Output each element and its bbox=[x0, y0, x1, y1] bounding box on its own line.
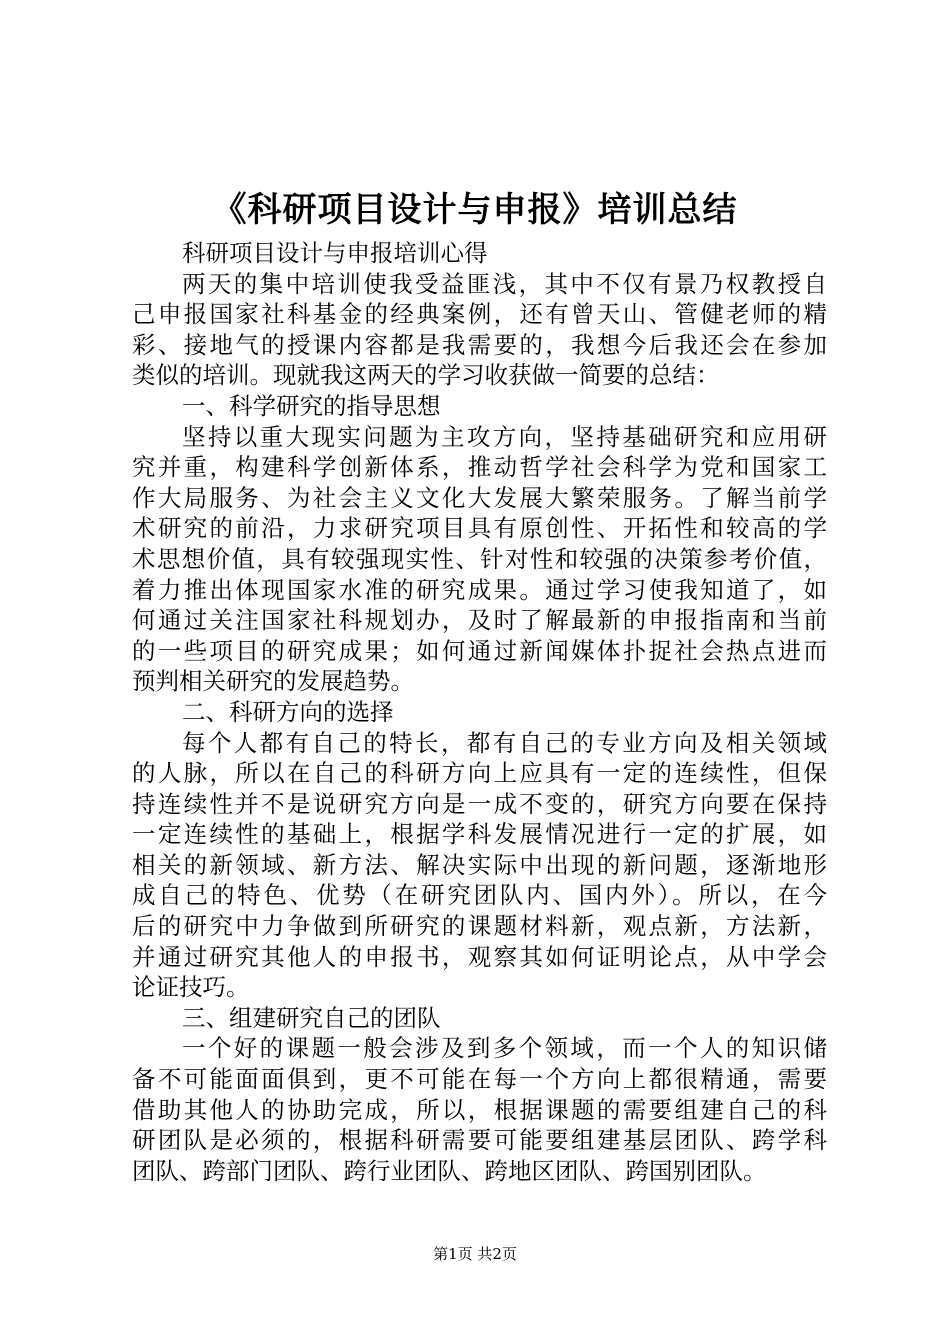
text-line: 科研项目设计与申报培训心得 bbox=[182, 239, 488, 267]
text-line: 持连续性并不是说研究方向是一成不变的，研究方向要在保持 bbox=[132, 789, 827, 818]
text-line: 一个好的课题一般会涉及到多个领域，而一个人的知识储 bbox=[182, 1034, 827, 1063]
text-line: 一、科学研究的指导思想 bbox=[182, 391, 441, 420]
text-line: 坚持以重大现实问题为主攻方向，坚持基础研究和应用研 bbox=[182, 422, 827, 451]
text-line: 备不可能面面俱到，更不可能在每一个方向上都很精通，需要 bbox=[132, 1065, 827, 1094]
text-line: 二、科研方向的选择 bbox=[182, 697, 394, 726]
text-line: 作大局服务、为社会主义文化大发展大繁荣服务。了解当前学 bbox=[132, 483, 827, 512]
page-title: 《科研项目设计与申报》培训总结 bbox=[212, 190, 738, 230]
text-line: 究并重，构建科学创新体系，推动哲学社会科学为党和国家工 bbox=[132, 453, 827, 482]
text-line: 论证技巧。 bbox=[132, 973, 250, 1002]
text-line: 彩、接地气的授课内容都是我需要的，我想今后我还会在参加 bbox=[132, 330, 827, 359]
document-body bbox=[132, 238, 827, 1186]
text-line: 类似的培训。现就我这两天的学习收获做一简要的总结： bbox=[132, 361, 720, 390]
text-line: 术研究的前沿，力求研究项目具有原创性、开拓性和较高的学 bbox=[132, 514, 827, 543]
text-line: 每个人都有自己的特长，都有自己的专业方向及相关领域 bbox=[182, 728, 827, 757]
page-footer: 第1页 共2页 bbox=[433, 1245, 517, 1263]
text-line: 一定连续性的基础上，根据学科发展情况进行一定的扩展，如 bbox=[132, 820, 827, 849]
text-line: 成自己的特色、优势（在研究团队内、国内外）。所以，在今 bbox=[132, 881, 827, 910]
text-line: 并通过研究其他人的申报书，观察其如何证明论点，从中学会 bbox=[132, 942, 827, 971]
text-line: 的人脉，所以在自己的科研方向上应具有一定的连续性，但保 bbox=[132, 759, 827, 788]
text-line: 两天的集中培训使我受益匪浅，其中不仅有景乃权教授自 bbox=[182, 269, 827, 298]
text-line: 术思想价值，具有较强现实性、针对性和较强的决策参考价值， bbox=[132, 544, 827, 573]
text-line: 团队、跨部门团队、跨行业团队、跨地区团队、跨国别团队。 bbox=[132, 1156, 767, 1185]
text-line: 预判相关研究的发展趋势。 bbox=[132, 667, 414, 696]
text-line: 相关的新领域、新方法、解决实际中出现的新问题，逐渐地形 bbox=[132, 850, 827, 879]
text-line: 的一些项目的研究成果；如何通过新闻媒体扑捉社会热点进而 bbox=[132, 636, 827, 665]
text-line: 后的研究中力争做到所研究的课题材料新，观点新，方法新， bbox=[132, 912, 827, 941]
text-line: 着力推出体现国家水准的研究成果。通过学习使我知道了，如 bbox=[132, 575, 827, 604]
text-line: 借助其他人的协助完成，所以，根据课题的需要组建自己的科 bbox=[132, 1095, 827, 1124]
text-line: 三、组建研究自己的团队 bbox=[182, 1003, 441, 1032]
text-line: 己申报国家社科基金的经典案例，还有曾天山、管健老师的精 bbox=[132, 300, 827, 329]
text-line: 何通过关注国家社科规划办，及时了解最新的申报指南和当前 bbox=[132, 606, 827, 635]
text-line: 研团队是必须的，根据科研需要可能要组建基层团队、跨学科 bbox=[132, 1126, 827, 1155]
